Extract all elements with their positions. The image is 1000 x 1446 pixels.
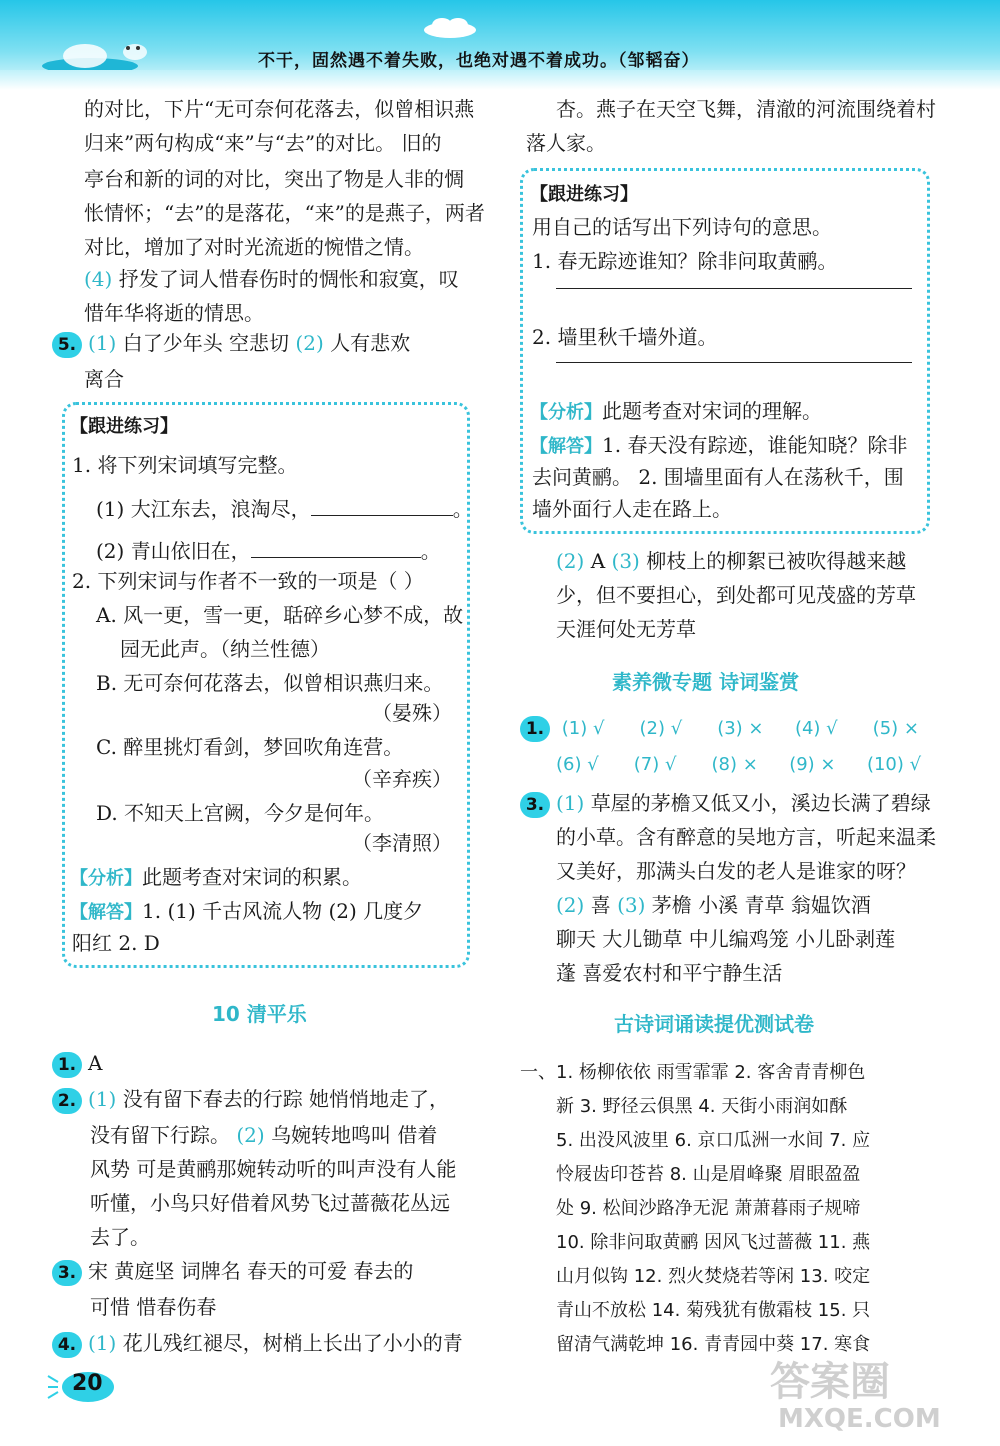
- option-d-author: （李清照）: [352, 831, 452, 855]
- judge-item: (7) √: [633, 754, 677, 775]
- text: 宋 黄庭坚 词牌名 春天的可爱 春去的: [88, 1259, 414, 1283]
- header-motto: 不干，固然遇不着失败，也绝对遇不着成功。（邹韬奋）: [258, 51, 700, 71]
- option-d-line1: D. 不知天上宫阙，今夕是何年。: [96, 801, 385, 825]
- answer-line2: 阳红 2. D: [72, 931, 160, 955]
- judge-item: (5) ×: [872, 718, 919, 739]
- q3-line1: [52, 1254, 413, 1288]
- q3-line2: 的小草。含有醉意的吴地方言，听起来温柔: [556, 825, 936, 849]
- page-number: [46, 1370, 116, 1404]
- p2-line1: [556, 544, 906, 578]
- box-header: 【跟进练习】: [530, 184, 638, 205]
- text: (2) 青山依旧在，: [96, 539, 251, 563]
- watermark: [770, 1360, 941, 1434]
- option-c-line1: C. 醉里挑灯看剑，梦回吹角连营。: [96, 735, 404, 759]
- test-line: 怜屐齿印苍苔 8. 山是眉峰聚 眉眼盈盈: [556, 1164, 861, 1185]
- q4-line1: [52, 1326, 463, 1360]
- sub-num: (1): [556, 791, 585, 815]
- sub-num: (2): [295, 331, 324, 355]
- sub-num: (1): [88, 331, 117, 355]
- q2-line1: [52, 1082, 449, 1116]
- answer-line3: 墙外面行人走在路上。: [532, 497, 732, 521]
- text: 此题考查对宋词的积累。: [142, 865, 362, 889]
- text: 没有留下行踪。: [90, 1123, 230, 1147]
- q3-line3: 又美好，那满头白发的老人是谁家的呀？: [556, 859, 916, 883]
- sub-num: (3): [611, 549, 640, 573]
- left-cont-line: 归来”两句构成“来”与“去”的对比。 旧的: [84, 131, 442, 155]
- sub-num: (3): [617, 893, 646, 917]
- judge-item: (6) √: [556, 754, 599, 775]
- option-b-line1: B. 无可奈何花落去，似曾相识燕归来。: [96, 671, 444, 695]
- text: A: [590, 549, 606, 573]
- left-p4-line: [84, 262, 459, 296]
- test-line: 山月似钩 12. 烈火焚烧若等闲 13. 咬定: [556, 1266, 871, 1287]
- text: 此题考查对宋词的理解。: [602, 399, 822, 423]
- answer-tag: 【解答】: [530, 436, 602, 457]
- question-number-badge: 1.: [520, 716, 550, 742]
- header-banner: [0, 0, 1000, 86]
- answer-line-blank[interactable]: [556, 362, 912, 363]
- box-header: 【跟进练习】: [70, 416, 178, 437]
- answer-line: [70, 894, 423, 930]
- left-cont-line: 对比，增加了对时光流逝的惋惜之情。: [84, 235, 424, 259]
- cloud-icon: [420, 16, 480, 38]
- sub-num: (1): [88, 1087, 117, 1111]
- q5-line2: 离合: [84, 367, 124, 391]
- question-number-badge: 3.: [52, 1260, 82, 1286]
- box-q1a: [96, 492, 473, 526]
- answer-tag: 【解答】: [70, 902, 142, 923]
- right-cont-line: 杏。燕子在天空飞舞，清澈的河流围绕着村: [556, 97, 936, 121]
- q2-line4: 听懂，小鸟只好借着风势飞过蔷薇花丛远: [90, 1191, 450, 1215]
- judge-item: (1) √: [561, 718, 605, 739]
- sub-num: (4): [84, 267, 113, 291]
- option-a-line2: 园无此声。（纳兰性德）: [120, 637, 330, 661]
- q1-row1: [520, 712, 945, 746]
- q2-line3: 风势 可是黄鹂那婉转动听的叫声没有人能: [90, 1157, 457, 1181]
- punct: 。: [452, 497, 473, 521]
- q2-line2: [90, 1118, 437, 1152]
- text: 草屋的茅檐又低又小，溪边长满了碧绿: [590, 791, 931, 815]
- judge-item: (3) ×: [717, 718, 764, 739]
- analysis-tag: 【分析】: [70, 868, 142, 889]
- text: 1. 春天没有踪迹，谁能知晓？除非: [602, 433, 908, 457]
- answer-line: [530, 428, 907, 464]
- left-cont-line: 怅情怀；“去”的是落花，“来”的是燕子，两者: [84, 201, 485, 225]
- text: 1. (1) 千古风流人物 (2) 几度夕: [142, 899, 424, 923]
- answer-line2: 去问黄鹂。 2. 围墙里面有人在荡秋千，围: [532, 465, 904, 489]
- p2-line2: 少，但不要担心，到处都可见茂盛的芳草: [556, 583, 916, 607]
- question-number-badge: 5.: [52, 332, 82, 358]
- box-intro: 用自己的话写出下列诗句的意思。: [532, 215, 832, 239]
- judge-item: (2) √: [639, 718, 683, 739]
- test-line: 5. 出没风波里 6. 京口瓜洲一水间 7. 应: [556, 1130, 871, 1151]
- q2-line5: 去了。: [90, 1225, 150, 1249]
- box-q2: 2. 墙里秋千墙外道。: [532, 325, 718, 349]
- answer-blank[interactable]: [311, 495, 453, 516]
- q3-line1: [520, 786, 931, 820]
- judge-item: (8) ×: [711, 754, 758, 775]
- judge-item: (4) √: [794, 718, 838, 739]
- sub-num: (2): [556, 893, 585, 917]
- sub-num: (2): [236, 1123, 265, 1147]
- question-number-badge: 1.: [52, 1052, 82, 1078]
- sub-num: (2): [556, 549, 585, 573]
- sub-num: (1): [88, 1331, 117, 1355]
- test-line1: [520, 1056, 865, 1090]
- watermark-site: MXQE.COM: [778, 1404, 941, 1434]
- box-q1: 1. 春无踪迹谁知？除非问取黄鹂。: [532, 249, 838, 273]
- text: 花儿残红褪尽，树梢上长出了小小的青: [122, 1331, 463, 1355]
- left-p4-line: 惜年华将逝的情思。: [84, 301, 264, 325]
- section-title-test: 古诗词诵读提优测试卷: [614, 1012, 814, 1036]
- page-number-text: 20: [72, 1371, 103, 1396]
- test-line: 新 3. 野径云俱黑 4. 天街小雨润如酥: [556, 1096, 848, 1117]
- text: 没有留下春去的行踪 她悄悄地走了，: [122, 1087, 450, 1111]
- option-b-author: （晏殊）: [372, 701, 452, 725]
- test-line: 10. 除非问取黄鹂 因风飞过蔷薇 11. 燕: [556, 1232, 871, 1253]
- option-c-author: （辛弃疾）: [352, 767, 452, 791]
- text: 喜: [590, 893, 611, 917]
- left-cont-line: 的对比，下片“无可奈何花落去，似曾相识燕: [84, 97, 475, 121]
- p2-line3: 天涯何处无芳草: [556, 617, 696, 641]
- text: 1. 杨柳依依 雨雪霏霏 2. 客舍青青柳色: [556, 1062, 866, 1083]
- text: (1) 大江东去，浪淘尽，: [96, 497, 311, 521]
- answer-line-blank[interactable]: [556, 288, 912, 289]
- question-number-badge: 2.: [52, 1088, 82, 1114]
- judge-item: (9) ×: [789, 754, 836, 775]
- option-a-line1: A. 风一更，雪一更，聒碎乡心梦不成，故: [96, 603, 464, 627]
- q3-line5: 聊天 大儿锄草 中儿编鸡笼 小儿卧剥莲: [556, 927, 896, 951]
- box-q2: 2. 下列宋词与作者不一致的一项是（ ）: [72, 569, 424, 593]
- banner-wave: [0, 70, 1000, 90]
- watermark-logo: 答案圈: [770, 1359, 890, 1405]
- text: 抒发了词人惜春伤时的惆怅和寂寞，叹: [118, 267, 459, 291]
- section-num: 一、: [520, 1062, 556, 1083]
- analysis-tag: 【分析】: [530, 402, 602, 423]
- section-title-10: 10 清平乐: [212, 1002, 307, 1026]
- left-cont-line: 亭台和新的词的对比，突出了物是人非的惆: [84, 167, 464, 191]
- right-cont-line: 落人家。: [526, 131, 606, 155]
- text: 茅檐 小溪 青草 翁媪饮酒: [651, 893, 871, 917]
- text: 柳枝上的柳絮已被吹得越来越: [646, 549, 907, 573]
- q3-line6: 蓬 喜爱农村和平宁静生活: [556, 961, 783, 985]
- question-number-badge: 3.: [520, 792, 550, 818]
- test-line: 青山不放松 14. 菊残犹有傲霜枝 15. 只: [556, 1300, 871, 1321]
- q3-line2: 可惜 惜春伤春: [90, 1295, 217, 1319]
- text: A: [88, 1051, 103, 1075]
- analysis-line: [530, 394, 822, 430]
- q5-line: [52, 326, 410, 360]
- box-q1b: [96, 534, 441, 568]
- answer-blank[interactable]: [251, 537, 421, 558]
- box-q1: 1. 将下列宋词填写完整。: [72, 453, 298, 477]
- island-icon: [40, 34, 160, 74]
- judge-item: (10) √: [866, 754, 922, 775]
- punct: 。: [420, 539, 441, 563]
- question-number-badge: 4.: [52, 1332, 82, 1358]
- q3-line4: [556, 888, 871, 922]
- q1-line: [52, 1046, 102, 1080]
- q1-row2: [556, 748, 947, 782]
- text: 人有悲欢: [330, 331, 411, 355]
- analysis-line: [70, 860, 362, 896]
- section-title-suyang: 素养微专题 诗词鉴赏: [612, 670, 799, 694]
- test-line: 留清气满乾坤 16. 青青园中葵 17. 寒食: [556, 1334, 871, 1355]
- test-line: 处 9. 松间沙路净无泥 萧萧暮雨子规啼: [556, 1198, 861, 1219]
- text: 乌婉转地鸣叫 借着: [271, 1123, 438, 1147]
- text: 白了少年头 空悲切: [122, 331, 290, 355]
